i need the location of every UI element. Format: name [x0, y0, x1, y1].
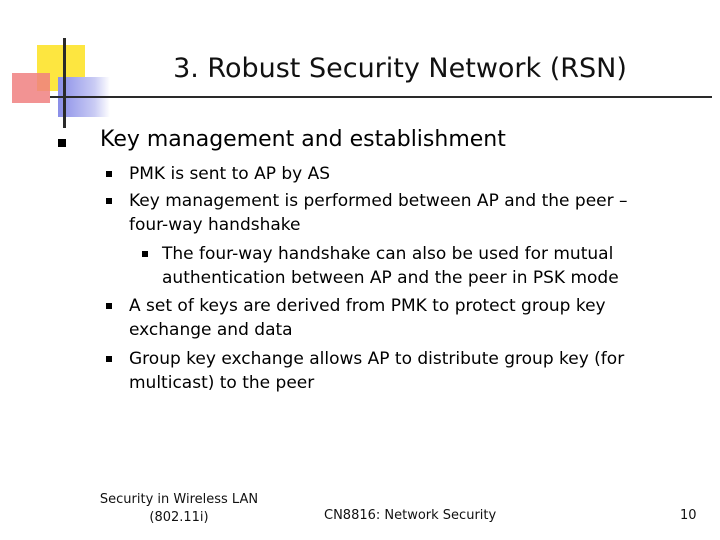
sub-sub-bullet-line2: authentication between AP and the peer in PSK mode: [162, 268, 619, 288]
sub-bullet-3-line1: A set of keys are derived from PMK to protect group key: [129, 296, 606, 316]
deco-red-square: [12, 73, 50, 103]
sub-bullet-1-text: PMK is sent to AP by AS: [129, 164, 331, 184]
footer-left-line2: (802.11i): [149, 510, 209, 525]
deco-vertical-line: [63, 38, 66, 128]
page-number: 10: [680, 508, 697, 523]
slide-title: 3. Robust Security Network (RSN): [173, 53, 627, 84]
sub-bullet-4-line2: multicast) to the peer: [129, 373, 315, 393]
footer-left-line1: Security in Wireless LAN: [99, 492, 259, 507]
bullet-square-icon: [106, 171, 112, 177]
sub-bullet-3-line2: exchange and data: [129, 320, 293, 340]
bullet-square-icon: [142, 251, 148, 257]
bullet-square-icon: [106, 303, 112, 309]
sub-sub-bullet-line1: The four-way handshake can also be used for mutual: [162, 244, 614, 264]
bullet-square-icon: [106, 198, 112, 204]
title-underline: [50, 96, 712, 98]
footer-left: [98, 491, 260, 527]
sub-bullet-2-line2: four-way handshake: [129, 215, 301, 235]
sub-bullet-2-line1: Key management is performed between AP and the peer –: [129, 191, 628, 211]
bullet-main-text: Key management and establishment: [100, 127, 506, 152]
bullet-square-icon: [106, 356, 112, 362]
bullet-square-icon: [58, 139, 66, 147]
sub-bullet-4-line1: Group key exchange allows AP to distribute group key (for: [129, 349, 625, 369]
footer-center: CN8816: Network Security: [324, 508, 497, 523]
